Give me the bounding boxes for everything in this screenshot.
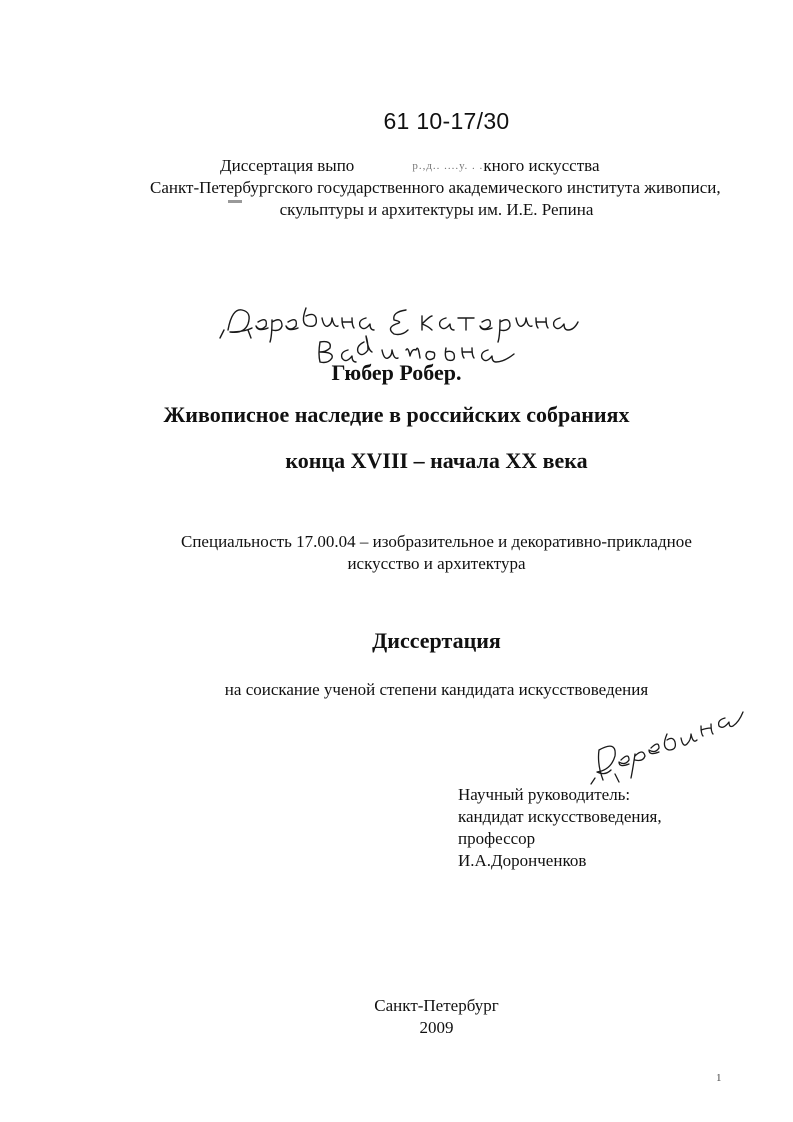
scan-mark: [228, 200, 242, 203]
supervisor-label: Научный руководитель:: [458, 785, 631, 804]
handwritten-signature: [585, 690, 745, 790]
supervisor-block: [458, 784, 662, 872]
place-and-year: [0, 995, 793, 1039]
city: Санкт-Петербург: [374, 996, 499, 1015]
specialty-line-2: искусство и архитектура: [347, 554, 526, 573]
institution-smudged-text: р.,д.. ....у. . .: [412, 160, 484, 172]
institution-line-3: скульптуры и архитектуры им. И.Е. Репина: [279, 200, 594, 219]
title-line-1: Живописное наследие в российских собраниях: [163, 402, 630, 427]
page-number: 1: [716, 1072, 722, 1084]
archive-code: 61 10-17/30: [383, 108, 510, 134]
specialty-line-1: Специальность 17.00.04 – изобразительное и декоративно-прикладное: [181, 532, 692, 551]
institution-line-1-end: кного искусства: [483, 156, 600, 175]
title-line-2: конца XVIII – начала XX века: [285, 448, 588, 473]
author-name: Гюбер Робер.: [331, 360, 462, 385]
specialty: [0, 531, 793, 575]
supervisor-rank: профессор: [458, 829, 536, 848]
document-type: Диссертация: [372, 628, 501, 653]
institution-line-1: [220, 155, 660, 177]
institution-line-1-start: Диссертация выпо: [220, 156, 355, 175]
supervisor-name: И.А.Доронченков: [458, 851, 587, 870]
institution-line-2: Санкт-Петербургского государственного академического института живописи,: [150, 178, 721, 197]
year: 2009: [419, 1018, 454, 1037]
supervisor-degree: кандидат искусствоведения,: [458, 807, 662, 826]
degree-statement: на соискание ученой степени кандидата искусствоведения: [224, 680, 649, 699]
